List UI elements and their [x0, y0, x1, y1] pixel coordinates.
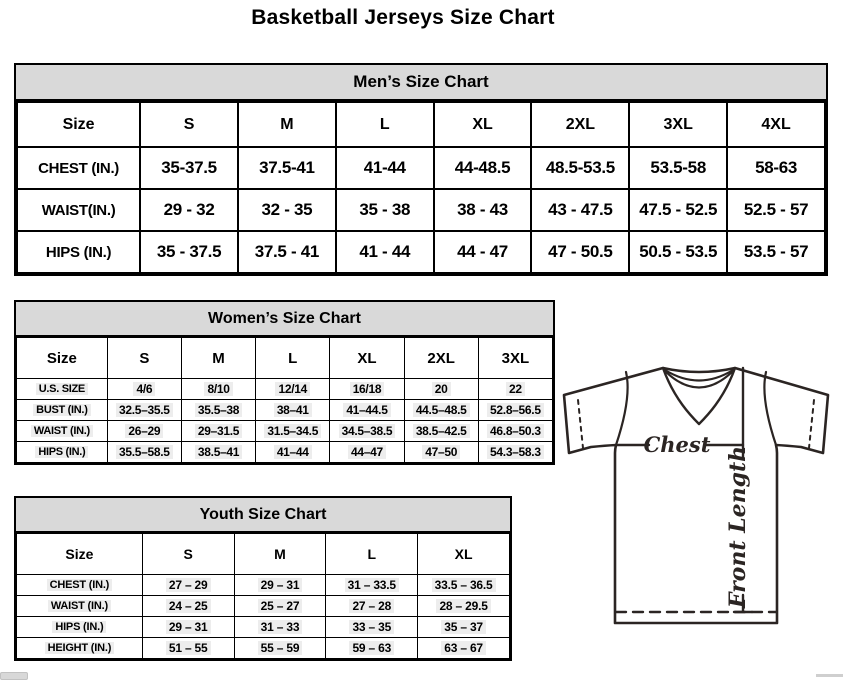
table-row: [17, 575, 510, 596]
youth-size-table: [16, 533, 510, 659]
value-cell: 4XL: [727, 102, 825, 147]
value-cell: [404, 400, 478, 421]
value-cell: [142, 575, 234, 596]
cell-text: HEIGHT (IN.): [45, 642, 115, 654]
row-label-cell: [17, 421, 108, 442]
youth-chart-title: Youth Size Chart: [16, 498, 510, 533]
value-cell: [107, 442, 181, 463]
table-row: [17, 638, 510, 659]
chest-label: Chest: [643, 432, 711, 457]
womens-chart-title: Women’s Size Chart: [16, 302, 553, 337]
size-header-row: [17, 102, 825, 147]
cell-text: 34.5–38.5: [339, 424, 396, 438]
value-cell: [234, 617, 326, 638]
left-sleeve-seam: [616, 372, 628, 445]
value-cell: XL: [434, 102, 532, 147]
cell-text: 59 – 63: [349, 641, 394, 655]
mens-size-table: [16, 101, 826, 274]
value-cell: 3XL: [629, 102, 727, 147]
value-cell: [418, 596, 510, 617]
row-label-cell: WAIST(IN.): [17, 189, 140, 231]
value-cell: [256, 379, 330, 400]
value-cell: XL: [330, 338, 404, 379]
cell-text: 8/10: [204, 382, 232, 396]
youth-size-chart-section: [14, 496, 512, 661]
left-cuff-dashed-line: [578, 400, 583, 448]
jersey-measurement-diagram: [553, 355, 843, 635]
value-cell: [326, 596, 418, 617]
value-cell: S: [107, 338, 181, 379]
cell-text: 41–44: [274, 445, 312, 459]
value-cell: [256, 400, 330, 421]
value-cell: M: [238, 102, 336, 147]
cell-text: 20: [432, 382, 451, 396]
value-cell: 52.5 - 57: [727, 189, 825, 231]
cell-text: 31 – 33: [258, 620, 303, 634]
value-cell: [418, 617, 510, 638]
value-cell: [478, 379, 552, 400]
size-header-row: [17, 338, 553, 379]
cell-text: 35 – 37: [441, 620, 486, 634]
cell-text: 46.8–50.3: [487, 424, 544, 438]
value-cell: [234, 638, 326, 659]
value-cell: 38 - 43: [434, 189, 532, 231]
scrollbar-fragment: [816, 674, 843, 677]
value-cell: [404, 421, 478, 442]
row-label-cell: [17, 575, 143, 596]
row-label-cell: Size: [17, 534, 143, 575]
value-cell: 53.5-58: [629, 147, 727, 189]
cell-text: 38.5–41: [195, 445, 242, 459]
value-cell: 47 - 50.5: [531, 231, 629, 273]
value-cell: 35 - 37.5: [140, 231, 238, 273]
cell-text: 12/14: [275, 382, 310, 396]
right-sleeve-seam: [764, 372, 776, 445]
page-title: Basketball Jerseys Size Chart: [251, 6, 555, 29]
value-cell: [181, 421, 255, 442]
value-cell: 32 - 35: [238, 189, 336, 231]
cell-text: 35.5–38: [195, 403, 242, 417]
jersey-outline-shape: [564, 368, 828, 623]
value-cell: [326, 638, 418, 659]
value-cell: [478, 400, 552, 421]
value-cell: L: [256, 338, 330, 379]
value-cell: [234, 596, 326, 617]
cell-text: 4/6: [133, 382, 155, 396]
cell-text: 29–31.5: [195, 424, 242, 438]
value-cell: [181, 379, 255, 400]
row-label-cell: Size: [17, 102, 140, 147]
value-cell: [404, 442, 478, 463]
cell-text: 31.5–34.5: [264, 424, 321, 438]
value-cell: 53.5 - 57: [727, 231, 825, 273]
cell-text: BUST (IN.): [33, 404, 90, 416]
value-cell: L: [326, 534, 418, 575]
womens-size-table: [16, 337, 553, 463]
table-row: [17, 379, 553, 400]
value-cell: [107, 421, 181, 442]
value-cell: [107, 379, 181, 400]
cell-text: 44–47: [348, 445, 386, 459]
value-cell: 41 - 44: [336, 231, 434, 273]
cell-text: WAIST (IN.): [31, 425, 93, 437]
value-cell: [418, 638, 510, 659]
cell-text: 29 – 31: [258, 578, 303, 592]
value-cell: 29 - 32: [140, 189, 238, 231]
table-row: [17, 147, 825, 189]
cell-text: 35.5–58.5: [116, 445, 173, 459]
value-cell: 35-37.5: [140, 147, 238, 189]
value-cell: 41-44: [336, 147, 434, 189]
cell-text: 38.5–42.5: [413, 424, 470, 438]
value-cell: M: [234, 534, 326, 575]
value-cell: 3XL: [478, 338, 552, 379]
value-cell: 35 - 38: [336, 189, 434, 231]
cell-text: 55 – 59: [258, 641, 303, 655]
row-label-cell: [17, 442, 108, 463]
value-cell: [142, 617, 234, 638]
value-cell: [326, 575, 418, 596]
table-row: [17, 442, 553, 463]
value-cell: [418, 575, 510, 596]
cell-text: 33.5 – 36.5: [432, 578, 496, 592]
size-header-row: [17, 534, 510, 575]
value-cell: 44 - 47: [434, 231, 532, 273]
value-cell: [181, 400, 255, 421]
value-cell: [330, 442, 404, 463]
value-cell: [478, 421, 552, 442]
value-cell: 2XL: [404, 338, 478, 379]
cell-text: 52.8–56.5: [487, 403, 544, 417]
value-cell: 48.5-53.5: [531, 147, 629, 189]
value-cell: [330, 421, 404, 442]
row-label-cell: HIPS (IN.): [17, 231, 140, 273]
table-row: [17, 596, 510, 617]
cell-text: 38–41: [274, 403, 312, 417]
cell-text: 41–44.5: [343, 403, 390, 417]
value-cell: [326, 617, 418, 638]
cell-text: 27 – 29: [166, 578, 211, 592]
value-cell: [142, 638, 234, 659]
cell-text: 63 – 67: [441, 641, 486, 655]
cell-text: 29 – 31: [166, 620, 211, 634]
cell-text: CHEST (IN.): [47, 579, 113, 591]
value-cell: 2XL: [531, 102, 629, 147]
value-cell: [404, 379, 478, 400]
value-cell: [330, 400, 404, 421]
value-cell: [330, 379, 404, 400]
cell-text: WAIST (IN.): [48, 600, 111, 612]
cell-text: 27 – 28: [349, 599, 394, 613]
row-label-cell: Size: [17, 338, 108, 379]
value-cell: 47.5 - 52.5: [629, 189, 727, 231]
table-row: [17, 231, 825, 273]
cell-text: 25 – 27: [258, 599, 303, 613]
cell-text: 54.3–58.3: [487, 445, 544, 459]
table-row: [17, 617, 510, 638]
value-cell: [478, 442, 552, 463]
value-cell: 37.5 - 41: [238, 231, 336, 273]
table-row: [17, 189, 825, 231]
cell-text: HIPS (IN.): [52, 621, 106, 633]
cell-text: 44.5–48.5: [413, 403, 470, 417]
value-cell: [181, 442, 255, 463]
row-label-cell: [17, 617, 143, 638]
value-cell: [256, 442, 330, 463]
mens-size-chart-section: [14, 63, 828, 276]
value-cell: 43 - 47.5: [531, 189, 629, 231]
cell-text: 22: [506, 382, 525, 396]
row-label-cell: [17, 400, 108, 421]
table-row: [17, 421, 553, 442]
value-cell: L: [336, 102, 434, 147]
value-cell: 58-63: [727, 147, 825, 189]
value-cell: [234, 575, 326, 596]
value-cell: [256, 421, 330, 442]
womens-size-chart-section: [14, 300, 555, 465]
cell-text: 28 – 29.5: [436, 599, 490, 613]
cell-text: 51 – 55: [166, 641, 211, 655]
value-cell: 50.5 - 53.5: [629, 231, 727, 273]
value-cell: S: [142, 534, 234, 575]
value-cell: 44-48.5: [434, 147, 532, 189]
cell-text: 31 – 33.5: [345, 578, 399, 592]
cell-text: 33 – 35: [349, 620, 394, 634]
row-label-cell: CHEST (IN.): [17, 147, 140, 189]
cell-text: U.S. SIZE: [36, 383, 88, 395]
value-cell: [107, 400, 181, 421]
row-label-cell: [17, 596, 143, 617]
v-neck-line: [663, 368, 735, 424]
mens-chart-title: Men’s Size Chart: [16, 65, 826, 101]
table-row: [17, 400, 553, 421]
row-label-cell: [17, 638, 143, 659]
cell-text: 24 – 25: [166, 599, 211, 613]
right-cuff-dashed-line: [809, 400, 814, 448]
value-cell: XL: [418, 534, 510, 575]
cell-text: 16/18: [350, 382, 385, 396]
front-length-label: Front Length: [725, 445, 751, 609]
cell-text: 32.5–35.5: [116, 403, 173, 417]
cell-text: 47–50: [422, 445, 460, 459]
value-cell: [142, 596, 234, 617]
cell-text: 26–29: [125, 424, 163, 438]
value-cell: M: [181, 338, 255, 379]
row-label-cell: [17, 379, 108, 400]
cell-text: HIPS (IN.): [35, 446, 88, 458]
value-cell: S: [140, 102, 238, 147]
value-cell: 37.5-41: [238, 147, 336, 189]
